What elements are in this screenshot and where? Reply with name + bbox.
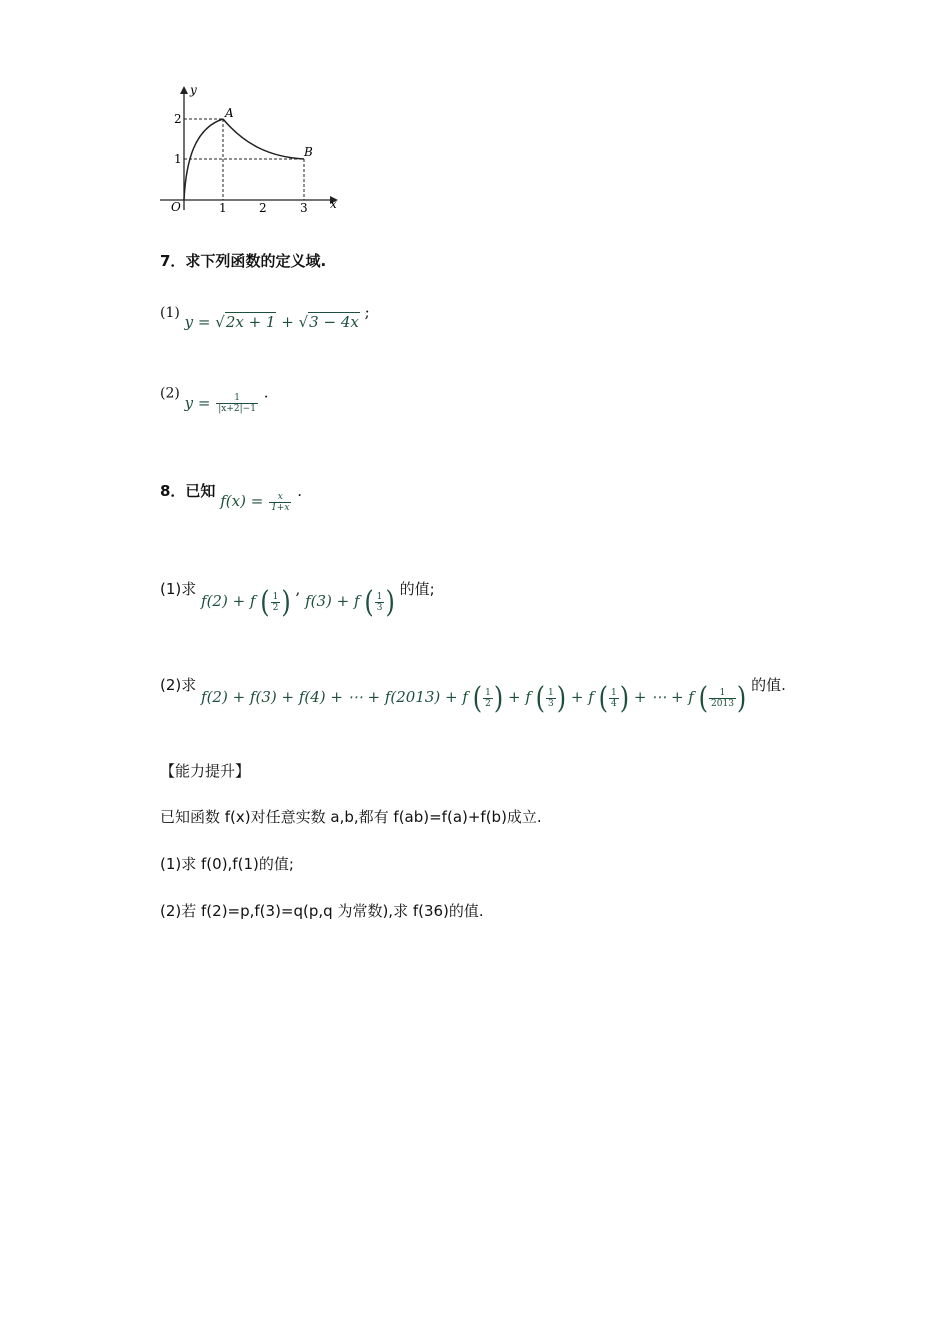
q7-p2-y: y (184, 393, 194, 412)
q7-p1-y: y (184, 313, 194, 331)
x-tick-1: 1 (219, 201, 227, 215)
q8-num: x (277, 491, 283, 502)
q7-title: 7．求下列函数的定义域. (160, 252, 327, 270)
point-a-label: A (225, 106, 234, 120)
q8-p2-plus3: + ⋯ + f (633, 688, 694, 706)
q8-p2-frac2-num: 1 (548, 687, 554, 698)
q8-p2-frac4-num: 1 (719, 687, 726, 698)
q7-p2-num: 1 (234, 393, 240, 403)
y-axis-label: y (190, 83, 197, 97)
q7-p1-rad1: 2x + 1 (225, 313, 276, 331)
q7-p2-label: (2) (160, 385, 180, 402)
q7-p1-rad2: 3 − 4x (309, 313, 359, 331)
x-tick-2: 2 (259, 201, 267, 215)
curve-oa (184, 119, 223, 200)
y-tick-2: 2 (174, 112, 182, 126)
q7-p1-end: ; (364, 303, 370, 321)
ability-q2: (2)若 f(2)=p,f(3)=q(p,q 为常数),求 f(36)的值. (160, 902, 484, 920)
y-tick-1: 1 (174, 152, 182, 166)
q8-p2-tail: 的值. (751, 676, 786, 694)
q7-p1-eq: = (197, 313, 211, 331)
q8-p1-frac-b-num: 1 (376, 591, 383, 602)
q7-part2 (160, 383, 269, 414)
q8-p2-frac1-num: 1 (485, 687, 491, 698)
q7-p2-eq: = (197, 393, 211, 412)
ability-q1: (1)求 f(0),f(1)的值; (160, 855, 294, 873)
q7-part1: (1) y = √2x + 1 + √3 − 4x ; (160, 303, 370, 331)
q7-p1-label: (1) (160, 305, 180, 321)
q8-p1-expr-b: f(3) + f (305, 592, 360, 610)
function-graph (150, 80, 350, 220)
q8-p2-frac3-den: 4 (610, 698, 617, 709)
q8-p2-frac4-den: 2013 (711, 698, 734, 709)
q8-p2-expr: f(2) + f(3) + f(4) + ⋯ + f(2013) + f (201, 688, 468, 706)
q8-p1-frac-a-num: 1 (272, 591, 279, 602)
q7-p2-end: . (263, 383, 269, 402)
x-axis-label: x (330, 197, 337, 211)
q8-part2: (2)求 f(2) + f(3) + f(4) + ⋯ + f(2013) + f ( $\frac{1}{2}$ ) + f ( $\frac{1}{3}$ ) + f ( $\frac{1}{4}$ ) + ⋯ + f ( $\frac{1}{2013}$ ) 的值. (160, 676, 786, 716)
q8-p1-frac-b-den: 3 (376, 602, 383, 613)
q8-p2-frac1-den: 2 (485, 698, 491, 709)
point-b-label: B (304, 145, 313, 159)
q8-stem (160, 480, 302, 513)
y-axis-arrow-icon (180, 86, 188, 94)
q8-p1-label: (1)求 (160, 580, 197, 598)
ability-stem: 已知函数 f(x)对任意实数 a,b,都有 f(ab)=f(a)+f(b)成立. (160, 808, 542, 826)
q7-p1-plus: + (281, 313, 294, 331)
q8-p2-plus2: + f (570, 688, 594, 706)
q8-p1-frac-a-den: 2 (272, 602, 279, 613)
q8-title: 8．已知 (160, 482, 216, 500)
q8-p1-sep: , (295, 580, 301, 598)
origin-label: O (171, 200, 181, 214)
q8-part1: (1)求 f(2) + f ( $\frac{1}{2}$ ) , f(3) + f ( $\frac{1}{3}$ ) 的值; (160, 580, 435, 620)
x-tick-3: 3 (300, 201, 308, 215)
q8-den: 1+x (271, 502, 290, 513)
q7-p2-den: |x+2|−1 (218, 404, 256, 414)
q8-p2-frac2-den: 3 (548, 698, 554, 709)
ability-heading: 【能力提升】 (160, 762, 251, 780)
q8-fx: f(x) = (220, 492, 264, 510)
q8-p2-plus1: + f (507, 688, 531, 706)
q8-p1-tail: 的值; (399, 580, 435, 598)
q8-p1-expr-a: f(2) + f (201, 592, 256, 610)
q8-p2-frac3-num: 1 (610, 687, 617, 698)
q8-p2-label: (2)求 (160, 676, 197, 694)
q8-end: . (297, 482, 302, 500)
curve-ab (223, 119, 304, 159)
